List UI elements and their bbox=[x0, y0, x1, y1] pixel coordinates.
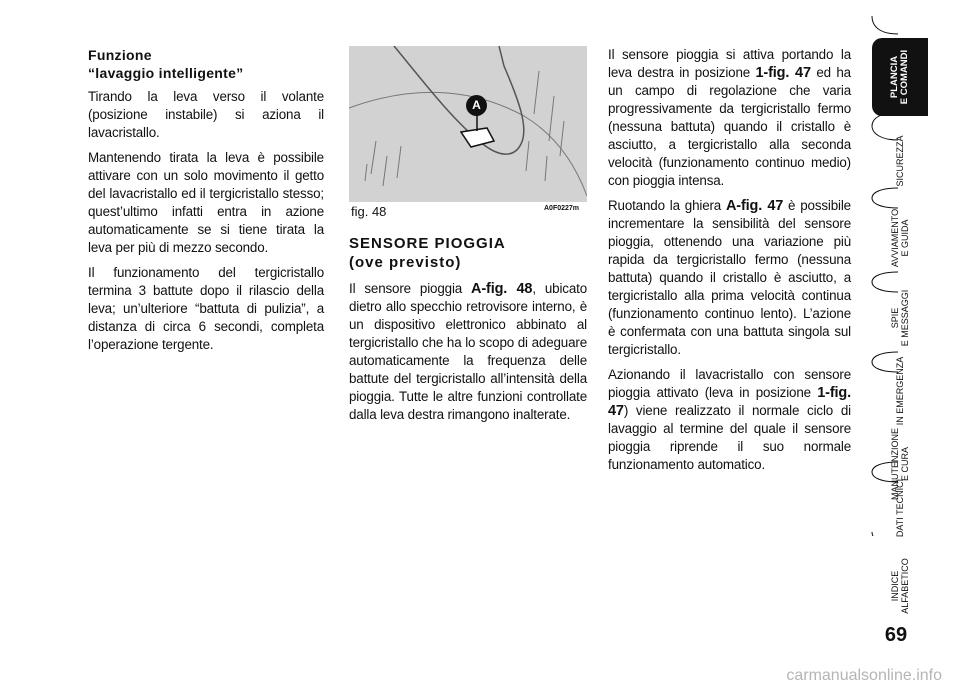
tab-sicurezza[interactable]: SICUREZZA bbox=[895, 135, 905, 187]
paragraph: Tirando la leva verso il volante (posizione instabile) si aziona il lavacristallo. bbox=[88, 89, 324, 140]
paragraph: Il funzionamento del tergicristallo termina 3 battute dopo il rilascio della leva; un’ulteriore “battuta di pulizia”, a distanza di circa 6 secondi, completa l’operazione tergente. bbox=[88, 265, 324, 352]
tab-spie-e-messaggi[interactable]: SPIE E MESSAGGI bbox=[890, 289, 910, 347]
paragraph: Il sensore pioggia si attiva portando la leva destra in posizione 1-fig. 47 ed ha un campo di regolazione che varia progressivamente da tergicristallo fermo (nessuna battuta) quando il cristallo è asciutto, a tergicristallo alla seconda velocità (funzionamento continuo medio) con pioggia intensa. bbox=[608, 47, 851, 188]
column-rain-sensor bbox=[349, 234, 587, 431]
chapter-sidebar bbox=[868, 16, 928, 536]
section-heading-intelligent-wash: Funzione “lavaggio intelligente” bbox=[88, 47, 244, 81]
column-washer-function bbox=[88, 46, 324, 361]
figure-caption: fig. 48 bbox=[351, 204, 387, 219]
windshield-illustration bbox=[349, 46, 587, 202]
tab-in-emergenza[interactable]: IN EMERGENZA bbox=[895, 356, 905, 426]
page-number: 69 bbox=[884, 624, 908, 646]
tab-indice-alfabetico[interactable]: INDICE ALFABETICO bbox=[890, 558, 910, 614]
rain-sensor-figure bbox=[349, 46, 587, 202]
section-heading-rain-sensor: SENSORE PIOGGIA (ove previsto) bbox=[349, 235, 506, 271]
tab-plancia-e-comandi[interactable]: PLANCIA E COMANDI bbox=[872, 38, 928, 116]
paragraph: Il sensore pioggia A-fig. 48, ubicato dietro allo specchio retrovisore interno, è un dispositivo elettronico abbinato al tergicristallo che ha lo scopo di adeguare automaticamente la frequenza delle battute del tergicristallo all’intensità della pioggia. Tutte le altre funzioni controllate dalla leva destra rimangono inalterate. bbox=[349, 281, 587, 422]
figure-reference: 1-fig. 47 bbox=[755, 65, 811, 81]
figure-code: A0F0227m bbox=[544, 205, 580, 212]
tab-avviamento-e-guida[interactable]: AVVIAMENTO E GUIDA bbox=[890, 208, 910, 268]
figure-reference: A-fig. 47 bbox=[725, 198, 784, 214]
figure-reference: A-fig. 48 bbox=[471, 281, 533, 297]
marker-a-badge: A bbox=[466, 95, 487, 116]
paragraph: Ruotando la ghiera A-fig. 47 è possibile incrementare la sensibilità del sensore pioggia, ottenendo una variazione più rapida da tergicristallo fermo (nessuna battuta) quando il cristallo è asciutto, a tergicristallo alla prima velocità continua (funzionamento continuo lento). L’azione è confermata con una battuta singola sul tergicristallo. bbox=[608, 198, 851, 357]
figure-reference: 1-fig. 47 bbox=[608, 385, 851, 419]
column-rain-sensor-operation bbox=[608, 46, 851, 481]
tab-dati-tecnici[interactable]: DATI TECNICI bbox=[895, 478, 905, 538]
paragraph: Azionando il lavacristallo con sensore pioggia attivato (leva in posizione 1-fig. 47) viene realizzato il normale ciclo di lavaggio al termine del quale il sensore pioggia riprende il suo normale funzionamento automatico. bbox=[608, 367, 851, 472]
tab-manutenzione-e-cura[interactable]: MANUTENZIONE E CURA bbox=[890, 428, 910, 500]
watermark: carmanualsonline.info bbox=[786, 667, 942, 684]
paragraph: Mantenendo tirata la leva è possibile attivare con un solo movimento il getto del lavacristallo ed il tergicristallo stesso; quest’ultimo infatti entra in azione automaticamente se si tiene tirata la leva per più di mezzo secondo. bbox=[88, 150, 324, 255]
